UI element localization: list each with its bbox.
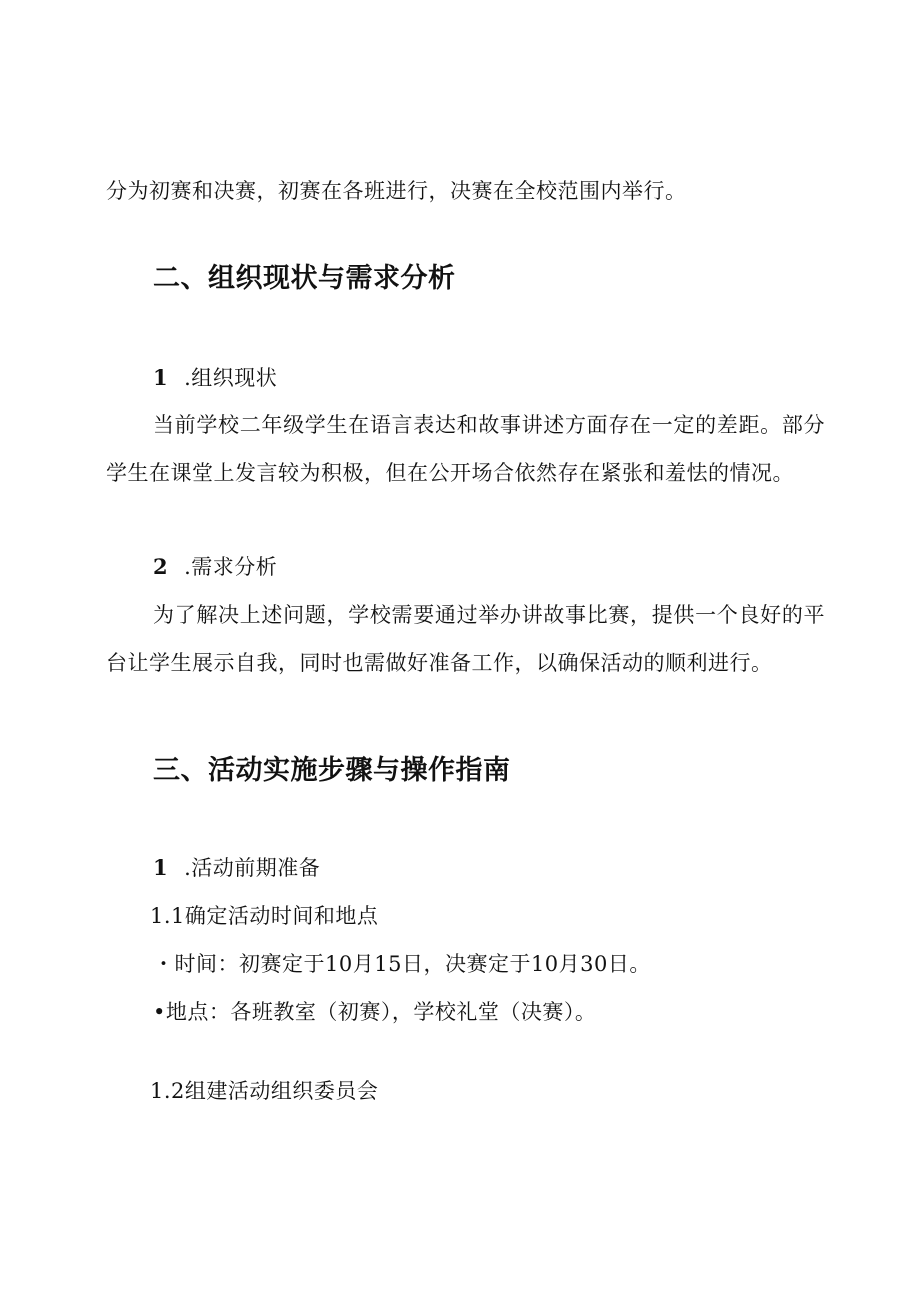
section-2-1-paragraph-line-2: 学生在课堂上发言较为积极，但在公开场合依然存在紧张和羞怯的情况。 bbox=[106, 461, 794, 485]
section-3-heading: 三、活动实施步骤与操作指南 bbox=[153, 755, 511, 786]
section-3-1-title bbox=[153, 854, 320, 882]
section-2-2-paragraph-line-1: 为了解决上述问题，学校需要通过举办讲故事比赛，提供一个良好的平 bbox=[153, 603, 825, 627]
intro-paragraph-line: 分为初赛和决赛，初赛在各班进行，决赛在全校范围内举行。 bbox=[106, 179, 687, 203]
section-3-1-title-text: .活动前期准备 bbox=[184, 856, 321, 880]
section-2-1-paragraph-line-1: 当前学校二年级学生在语言表达和故事讲述方面存在一定的差距。部分 bbox=[153, 413, 825, 437]
section-2-2-title-text: .需求分析 bbox=[184, 555, 278, 579]
section-2-1-title-text: .组织现状 bbox=[184, 366, 278, 390]
item-1-2: 1.2组建活动组织委员会 bbox=[150, 1079, 379, 1103]
item-1-1: 1.1确定活动时间和地点 bbox=[150, 904, 379, 928]
section-2-1-title bbox=[153, 364, 277, 392]
section-3-1-number: 1 bbox=[153, 855, 169, 880]
bullet-time: ・时间：初赛定于10月15日，决赛定于10月30日。 bbox=[153, 952, 651, 976]
section-2-2-paragraph-line-2: 台让学生展示自我，同时也需做好准备工作，以确保活动的顺利进行。 bbox=[106, 651, 773, 675]
bullet-place: •地点：各班教室（初赛），学校礼堂（决赛）。 bbox=[153, 1000, 597, 1024]
section-2-2-number: 2 bbox=[153, 554, 169, 579]
section-2-heading: 二、组织现状与需求分析 bbox=[153, 263, 456, 294]
section-2-2-title bbox=[153, 553, 277, 581]
section-2-1-number: 1 bbox=[153, 365, 169, 390]
